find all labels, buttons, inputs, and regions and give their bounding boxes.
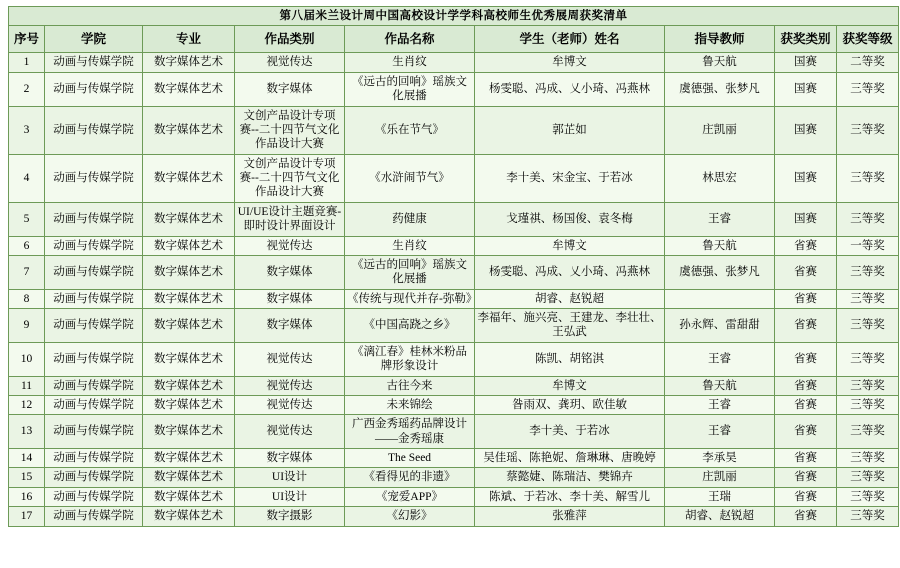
cell-award-type: 省赛 [775,395,837,414]
table-row [9,236,899,255]
cell-major: 数字媒体艺术 [143,468,235,487]
cell-college: 动画与传媒学院 [45,236,143,255]
table-body [9,53,899,526]
cell-students: 杨雯聪、冯成、乂小琦、冯燕林 [475,72,665,106]
cell-work: 药健康 [345,202,475,236]
cell-students: 牟博文 [475,53,665,72]
cell-major: 数字媒体艺术 [143,236,235,255]
table-row [9,376,899,395]
table-row [9,449,899,468]
cell-teachers: 王瑞 [665,487,775,506]
cell-teachers: 庄凯丽 [665,468,775,487]
cell-work: 《传统与现代并存-弥勒》 [345,289,475,308]
cell-work: 广西金秀瑶药品牌设计——金秀瑶康 [345,415,475,449]
table-row [9,289,899,308]
cell-major: 数字媒体艺术 [143,309,235,343]
cell-award-type: 省赛 [775,487,837,506]
cell-college: 动画与传媒学院 [45,376,143,395]
cell-teachers: 鲁天航 [665,53,775,72]
cell-category: 视觉传达 [235,376,345,395]
cell-category: 视觉传达 [235,53,345,72]
cell-award-level: 三等奖 [837,507,899,526]
cell-category: 数字媒体 [235,255,345,289]
column-header-award-type: 获奖类别 [775,26,837,53]
column-header-no: 序号 [9,26,45,53]
table-row [9,154,899,202]
cell-students: 李十美、于若冰 [475,415,665,449]
cell-college: 动画与传媒学院 [45,53,143,72]
cell-teachers: 虞德强、张梦凡 [665,255,775,289]
cell-major: 数字媒体艺术 [143,202,235,236]
cell-no: 2 [9,72,45,106]
cell-students: 张雅萍 [475,507,665,526]
cell-students: 李福年、施兴亮、王建龙、李壮壮、王弘武 [475,309,665,343]
cell-teachers: 王睿 [665,202,775,236]
cell-award-type: 省赛 [775,255,837,289]
cell-category: 文创产品设计专项赛--二十四节气文化作品设计大赛 [235,154,345,202]
cell-college: 动画与传媒学院 [45,342,143,376]
cell-award-type: 省赛 [775,468,837,487]
cell-college: 动画与传媒学院 [45,255,143,289]
cell-teachers: 鲁天航 [665,376,775,395]
cell-no: 17 [9,507,45,526]
cell-category: UI设计 [235,487,345,506]
cell-no: 7 [9,255,45,289]
cell-work: 《水浒闹节气》 [345,154,475,202]
cell-no: 9 [9,309,45,343]
cell-students: 昝雨双、龚玥、欧佳敏 [475,395,665,414]
cell-no: 12 [9,395,45,414]
cell-major: 数字媒体艺术 [143,376,235,395]
cell-teachers: 李承昊 [665,449,775,468]
table-row [9,309,899,343]
cell-teachers: 王睿 [665,395,775,414]
cell-award-level: 三等奖 [837,309,899,343]
column-header-award-level: 获奖等级 [837,26,899,53]
cell-work: 《乐在节气》 [345,106,475,154]
table-row [9,342,899,376]
column-header-college: 学院 [45,26,143,53]
cell-students: 戈瑾祺、杨国俊、袁冬梅 [475,202,665,236]
cell-award-type: 省赛 [775,376,837,395]
cell-work: 《幻影》 [345,507,475,526]
cell-students: 吴佳瑶、陈艳妮、詹琳琳、唐晚婷 [475,449,665,468]
cell-work: 未来锦绘 [345,395,475,414]
column-header-category: 作品类别 [235,26,345,53]
cell-major: 数字媒体艺术 [143,342,235,376]
cell-award-level: 三等奖 [837,202,899,236]
cell-college: 动画与传媒学院 [45,468,143,487]
column-header-work: 作品名称 [345,26,475,53]
cell-major: 数字媒体艺术 [143,487,235,506]
table-row [9,106,899,154]
header-row [9,26,899,53]
cell-award-level: 三等奖 [837,395,899,414]
cell-college: 动画与传媒学院 [45,309,143,343]
cell-category: 视觉传达 [235,342,345,376]
cell-college: 动画与传媒学院 [45,487,143,506]
cell-work: 《远古的回响》瑶族文化展播 [345,72,475,106]
cell-teachers: 鲁天航 [665,236,775,255]
cell-category: 视觉传达 [235,236,345,255]
cell-college: 动画与传媒学院 [45,72,143,106]
cell-students: 牟博文 [475,376,665,395]
cell-college: 动画与传媒学院 [45,415,143,449]
cell-category: 视觉传达 [235,395,345,414]
cell-college: 动画与传媒学院 [45,289,143,308]
cell-award-type: 省赛 [775,342,837,376]
cell-award-type: 省赛 [775,236,837,255]
cell-award-type: 国赛 [775,154,837,202]
cell-major: 数字媒体艺术 [143,154,235,202]
cell-no: 13 [9,415,45,449]
cell-category: UI设计 [235,468,345,487]
table-row [9,487,899,506]
cell-award-type: 国赛 [775,202,837,236]
cell-no: 10 [9,342,45,376]
cell-major: 数字媒体艺术 [143,106,235,154]
title-row [9,7,899,26]
cell-no: 5 [9,202,45,236]
cell-award-type: 国赛 [775,72,837,106]
cell-students: 陈斌、于若冰、李十美、解雪儿 [475,487,665,506]
cell-students: 郭芷如 [475,106,665,154]
cell-award-level: 三等奖 [837,342,899,376]
cell-students: 杨雯聪、冯成、乂小琦、冯燕林 [475,255,665,289]
cell-no: 11 [9,376,45,395]
cell-students: 牟博文 [475,236,665,255]
cell-students: 胡睿、赵锐超 [475,289,665,308]
cell-work: 《宠爱APP》 [345,487,475,506]
cell-major: 数字媒体艺术 [143,289,235,308]
table-row [9,202,899,236]
cell-students: 蔡懿婕、陈瑞洁、樊锦卉 [475,468,665,487]
table-head [9,7,899,53]
cell-major: 数字媒体艺术 [143,395,235,414]
cell-award-level: 三等奖 [837,415,899,449]
cell-teachers: 林思宏 [665,154,775,202]
cell-no: 8 [9,289,45,308]
cell-teachers: 胡睿、赵锐超 [665,507,775,526]
table-row [9,415,899,449]
cell-college: 动画与传媒学院 [45,395,143,414]
table-row [9,468,899,487]
cell-major: 数字媒体艺术 [143,507,235,526]
cell-work: The Seed [345,449,475,468]
cell-award-level: 三等奖 [837,289,899,308]
cell-category: 数字媒体 [235,72,345,106]
cell-no: 16 [9,487,45,506]
cell-category: 视觉传达 [235,415,345,449]
cell-no: 14 [9,449,45,468]
cell-no: 3 [9,106,45,154]
cell-award-level: 三等奖 [837,376,899,395]
table-row [9,507,899,526]
cell-teachers: 孙永辉、雷甜甜 [665,309,775,343]
cell-work: 《看得见的非遗》 [345,468,475,487]
cell-category: 数字媒体 [235,309,345,343]
cell-college: 动画与传媒学院 [45,106,143,154]
cell-teachers: 虞德强、张梦凡 [665,72,775,106]
cell-work: 古往今来 [345,376,475,395]
table-row [9,255,899,289]
cell-award-type: 国赛 [775,53,837,72]
cell-award-level: 三等奖 [837,154,899,202]
cell-teachers: 王睿 [665,342,775,376]
cell-award-type: 省赛 [775,415,837,449]
table-row [9,395,899,414]
cell-no: 4 [9,154,45,202]
cell-award-level: 三等奖 [837,255,899,289]
cell-college: 动画与传媒学院 [45,507,143,526]
cell-no: 1 [9,53,45,72]
cell-college: 动画与传媒学院 [45,202,143,236]
cell-award-type: 省赛 [775,289,837,308]
cell-award-type: 国赛 [775,106,837,154]
column-header-major: 专业 [143,26,235,53]
cell-students: 陈凯、胡铭淇 [475,342,665,376]
cell-college: 动画与传媒学院 [45,154,143,202]
cell-major: 数字媒体艺术 [143,72,235,106]
column-header-students: 学生（老师）姓名 [475,26,665,53]
cell-category: 数字媒体 [235,449,345,468]
cell-major: 数字媒体艺术 [143,449,235,468]
award-list-table [8,6,899,527]
cell-award-level: 三等奖 [837,449,899,468]
cell-award-level: 二等奖 [837,53,899,72]
cell-award-type: 省赛 [775,507,837,526]
cell-award-level: 三等奖 [837,72,899,106]
cell-award-type: 省赛 [775,449,837,468]
cell-award-level: 一等奖 [837,236,899,255]
document-title: 第八届米兰设计周中国高校设计学学科高校师生优秀展周获奖清单 [9,7,899,26]
cell-no: 15 [9,468,45,487]
cell-work: 生肖纹 [345,53,475,72]
cell-category: 数字摄影 [235,507,345,526]
cell-work: 《远古的回响》瑶族文化展播 [345,255,475,289]
cell-major: 数字媒体艺术 [143,415,235,449]
cell-award-level: 三等奖 [837,468,899,487]
cell-award-level: 三等奖 [837,487,899,506]
cell-teachers: 王睿 [665,415,775,449]
cell-award-type: 省赛 [775,309,837,343]
cell-students: 李十美、宋金宝、于若冰 [475,154,665,202]
cell-teachers: 庄凯丽 [665,106,775,154]
cell-teachers [665,289,775,308]
cell-work: 《中国高跷之乡》 [345,309,475,343]
cell-no: 6 [9,236,45,255]
cell-category: 文创产品设计专项赛--二十四节气文化作品设计大赛 [235,106,345,154]
table-row [9,53,899,72]
cell-work: 《漓江春》桂林米粉品牌形象设计 [345,342,475,376]
cell-major: 数字媒体艺术 [143,255,235,289]
cell-major: 数字媒体艺术 [143,53,235,72]
cell-work: 生肖纹 [345,236,475,255]
cell-category: 数字媒体 [235,289,345,308]
table-row [9,72,899,106]
column-header-teachers: 指导教师 [665,26,775,53]
cell-college: 动画与传媒学院 [45,449,143,468]
cell-award-level: 三等奖 [837,106,899,154]
cell-category: UI/UE设计主题竞赛-即时设计界面设计 [235,202,345,236]
